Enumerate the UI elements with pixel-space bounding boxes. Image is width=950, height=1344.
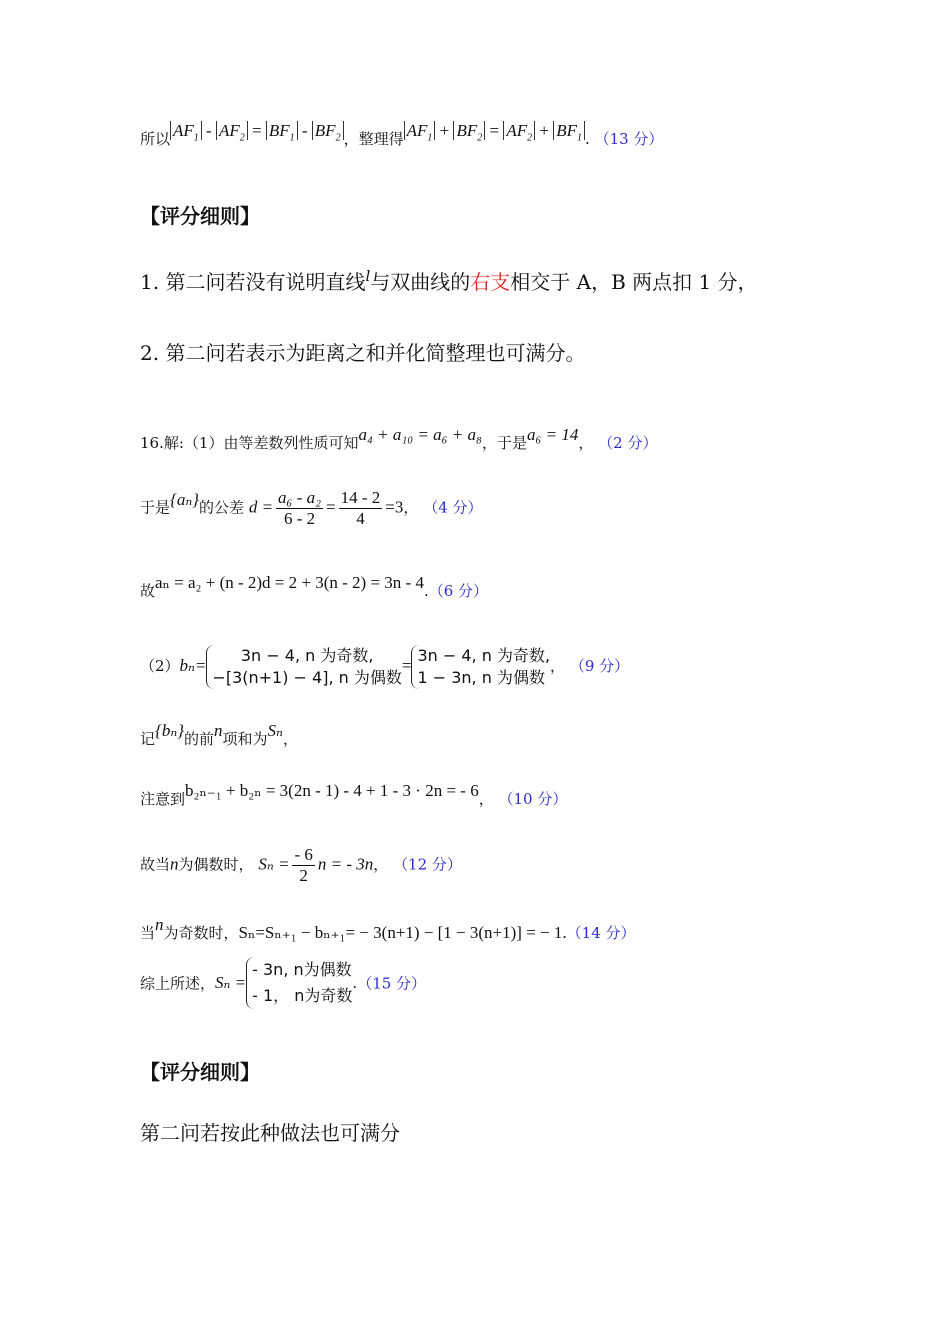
solution-line-1: 16.解:（1）由等差数列性质可知a₄ + a₁₀ = a₆ + a₈，于是a₆ = 14， （2 分） — [140, 425, 658, 452]
solution-line-9: 综上所述，Sₙ = - 3n, n为偶数 - 1， n为奇数 .（15 分） — [140, 957, 426, 1009]
variable-l: l — [365, 267, 371, 285]
solution-line-6: 注意到b₂ₙ₋₁ + b₂ₙ = 3(2n - 1) - 4 + 1 - 3 · 2n = - 6， （10 分） — [140, 781, 568, 808]
conclusion-line: 所以 $AF_1 - AF_2 = BF_1 - BF_2$ ，整理得 $AF_1 + BF_2 = AF_2 + BF_1$ . （13 分） — [140, 121, 664, 148]
solution-line-3: 故aₙ = a₂ + (n - 2)d = 2 + 3(n - 2) = 3n - 4.（6 分） — [140, 573, 489, 600]
fraction: $\frac{- 6}{2}$ — [294, 845, 313, 885]
score-annotation: （2 分） — [598, 434, 658, 452]
formula-abs-sum: $AF_1 + BF_2 = AF_2 + BF_1$ — [404, 121, 585, 140]
fraction: $\frac{\text{a₆ - a₂}}{6 - 2}$ — [278, 488, 322, 528]
solution-line-7: 故当n为偶数时， Sₙ = $\frac{- 6}{2}$ n = - 3n， （12 分） — [140, 845, 462, 885]
solution-line-8: 当n为奇数时，Sₙ=Sₙ₊₁ − bₙ₊₁= − 3(n+1) − [1 − 3(n+1)] = − 1.（14 分） — [140, 915, 636, 942]
score-annotation: （10 分） — [498, 790, 568, 808]
formula: aₙ = a₂ + (n - 2)d = 2 + 3(n - 2) = 3n - 4 — [155, 573, 424, 592]
formula: b₂ₙ₋₁ + b₂ₙ = 3(2n - 1) - 4 + 1 - 3 · 2n = - 6 — [185, 781, 479, 800]
highlight-text: 右支 — [470, 270, 511, 294]
formula: a₄ + a₁₀ = a₆ + a₈ — [358, 425, 482, 444]
score-annotation: （12 分） — [393, 855, 462, 874]
solution-line-2: 于是{aₙ}的公差 d = $\frac{\text{a₆ - a₂}}{6 - 2}$ = $\frac{14 - 2}{4}$ =3， （4 分） — [140, 488, 483, 528]
text-mid: ，整理得 — [343, 130, 404, 148]
score-annotation: （15 分） — [357, 974, 427, 993]
piecewise: 3n − 4, n 为奇数, −[3(n+1) − 4], n 为偶数 — [206, 645, 401, 689]
formula: Sₙ=Sₙ₊₁ − bₙ₊₁= − 3(n+1) − [1 − 3(n+1)] = − 1. — [238, 923, 567, 942]
solution-line-4: （2）bₙ= 3n − 4, n 为奇数, −[3(n+1) − 4], n 为偶数 = 3n − 4, n 为奇数, 1 − 3n, n 为偶数 ， （9 分） — [140, 646, 630, 687]
rubric-item-2: 2. 第二问若表示为距离之和并化简整理也可满分。 — [140, 341, 586, 365]
rubric-text: 第二问若按此种做法也可满分 — [140, 1121, 400, 1145]
score-annotation: （13 分） — [594, 130, 664, 148]
fraction: $\frac{14 - 2}{4}$ — [340, 488, 381, 528]
formula-abs-diff: $AF_1 - AF_2 = BF_1 - BF_2$ — [170, 121, 344, 140]
score-annotation: （6 分） — [428, 582, 489, 600]
solution-line-5: 记{bₙ}的前n项和为Sₙ， — [140, 721, 298, 748]
score-annotation: （14 分） — [566, 924, 636, 942]
rubric-item-1: 1. 第二问若没有说明直线$^l$与双曲线的右支相交于 A，B 两点扣 1 分， — [140, 267, 758, 294]
piecewise: 3n − 4, n 为奇数, 1 − 3n, n 为偶数 — [411, 645, 550, 689]
score-annotation: （4 分） — [423, 498, 483, 517]
text-prefix: 所以 — [140, 130, 171, 148]
formula: a₆ = 14 — [526, 425, 579, 444]
rubric-heading: 【评分细则】 — [140, 1060, 260, 1084]
rubric-heading: 【评分细则】 — [140, 204, 260, 228]
score-annotation: （9 分） — [569, 657, 630, 675]
piecewise: - 3n, n为偶数 - 1， n为奇数 — [246, 957, 352, 1009]
